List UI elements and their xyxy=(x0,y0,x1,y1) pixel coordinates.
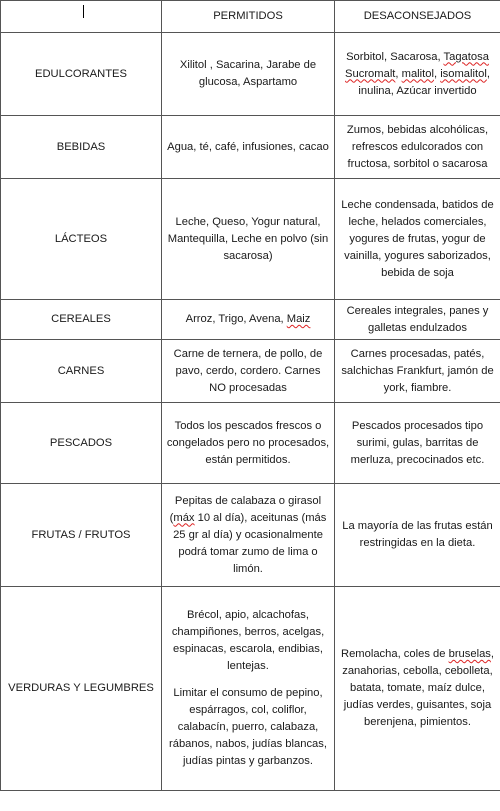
desaconsejados-cell: Zumos, bebidas alcohólicas, refrescos edulcorados con fructosa, sorbitol o sacarosa xyxy=(335,116,500,179)
table-row xyxy=(1,300,500,340)
category-cereales: CEREALES xyxy=(1,300,162,340)
permitidos-cell: Pepitas de calabaza o girasol (máx 10 al día), aceitunas (más 25 gr al día) y ocasionalmente podrá tomar zumo de lima o limón. xyxy=(162,484,335,587)
misspelled-word: Sucromalt xyxy=(345,67,396,80)
table-row xyxy=(1,33,500,116)
misspelled-word: bruselas xyxy=(448,648,491,660)
desaconsejados-cell: Sorbitol, Sacarosa, Tagatosa Sucromalt, malitol, isomalitol, inulina, Azúcar invertido xyxy=(335,33,500,116)
table-row xyxy=(1,340,500,403)
misspelled-word: isomalitol xyxy=(440,67,487,80)
permitidos-cell: Xilitol , Sacarina, Jarabe de glucosa, Aspartamo xyxy=(162,33,335,116)
misspelled-word: Maiz xyxy=(286,313,311,325)
table-row xyxy=(1,403,500,484)
permitidos-cell: Arroz, Trigo, Avena, Maiz xyxy=(162,300,335,340)
category-verduras: VERDURAS Y LEGUMBRES xyxy=(1,587,162,791)
table-row xyxy=(1,587,500,791)
permitidos-cell: Leche, Queso, Yogur natural, Mantequilla, Leche en polvo (sin sacarosa) xyxy=(162,179,335,300)
header-desaconsejados: DESACONSEJADOS xyxy=(335,1,500,33)
permitidos-paragraph: Brécol, apio, alcachofas, champiñones, berros, acelgas, espinacas, escarola, endibias, lentejas. xyxy=(171,609,325,672)
category-frutas: FRUTAS / FRUTOS xyxy=(1,484,162,587)
category-bebidas: BEBIDAS xyxy=(1,116,162,179)
header-permitidos: PERMITIDOS xyxy=(162,1,335,33)
desaconsejados-cell: Cereales integrales, panes y galletas endulzados xyxy=(335,300,500,340)
table-header-row xyxy=(1,1,500,33)
table-row xyxy=(1,484,500,587)
misspelled-word: máx xyxy=(173,511,195,524)
permitidos-cell xyxy=(162,587,335,791)
desaconsejados-cell: Carnes procesadas, patés, salchichas Frankfurt, jamón de york, fiambre. xyxy=(335,340,500,403)
text-cursor xyxy=(83,5,84,18)
category-lacteos: LÁCTEOS xyxy=(1,179,162,300)
misspelled-word: Tagatosa xyxy=(443,50,489,63)
permitidos-cell: Agua, té, café, infusiones, cacao xyxy=(162,116,335,179)
category-pescados: PESCADOS xyxy=(1,403,162,484)
desaconsejados-cell: Leche condensada, batidos de leche, helados comerciales, yogures de frutas, yogur de vainilla, yogures saborizados, bebida de soja xyxy=(335,179,500,300)
desaconsejados-cell: La mayoría de las frutas están restringidas en la dieta. xyxy=(335,484,500,587)
desaconsejados-cell: Pescados procesados tipo surimi, gulas, barritas de merluza, precocinados etc. xyxy=(335,403,500,484)
limitar-paragraph: Limitar el consumo de pepino, espárragos, col, coliflor, calabacín, puerro, calabaza, rábanos, nabos, judías blancas, judías pintas y garbanzos. xyxy=(169,687,327,767)
header-category-cell xyxy=(1,1,162,33)
category-carnes: CARNES xyxy=(1,340,162,403)
misspelled-word: malitol xyxy=(401,67,434,80)
permitidos-cell: Todos los pescados frescos o congelados pero no procesados, están permitidos. xyxy=(162,403,335,484)
table-row xyxy=(1,179,500,300)
category-edulcorantes: EDULCORANTES xyxy=(1,33,162,116)
desaconsejados-cell: Remolacha, coles de bruselas, zanahorias, cebolla, cebolleta, batata, tomate, maíz dulce, judías verdes, guisantes, soja berenjena, pimientos. xyxy=(335,587,500,791)
permitidos-cell: Carne de ternera, de pollo, de pavo, cerdo, cordero. Carnes NO procesadas xyxy=(162,340,335,403)
table-row xyxy=(1,116,500,179)
